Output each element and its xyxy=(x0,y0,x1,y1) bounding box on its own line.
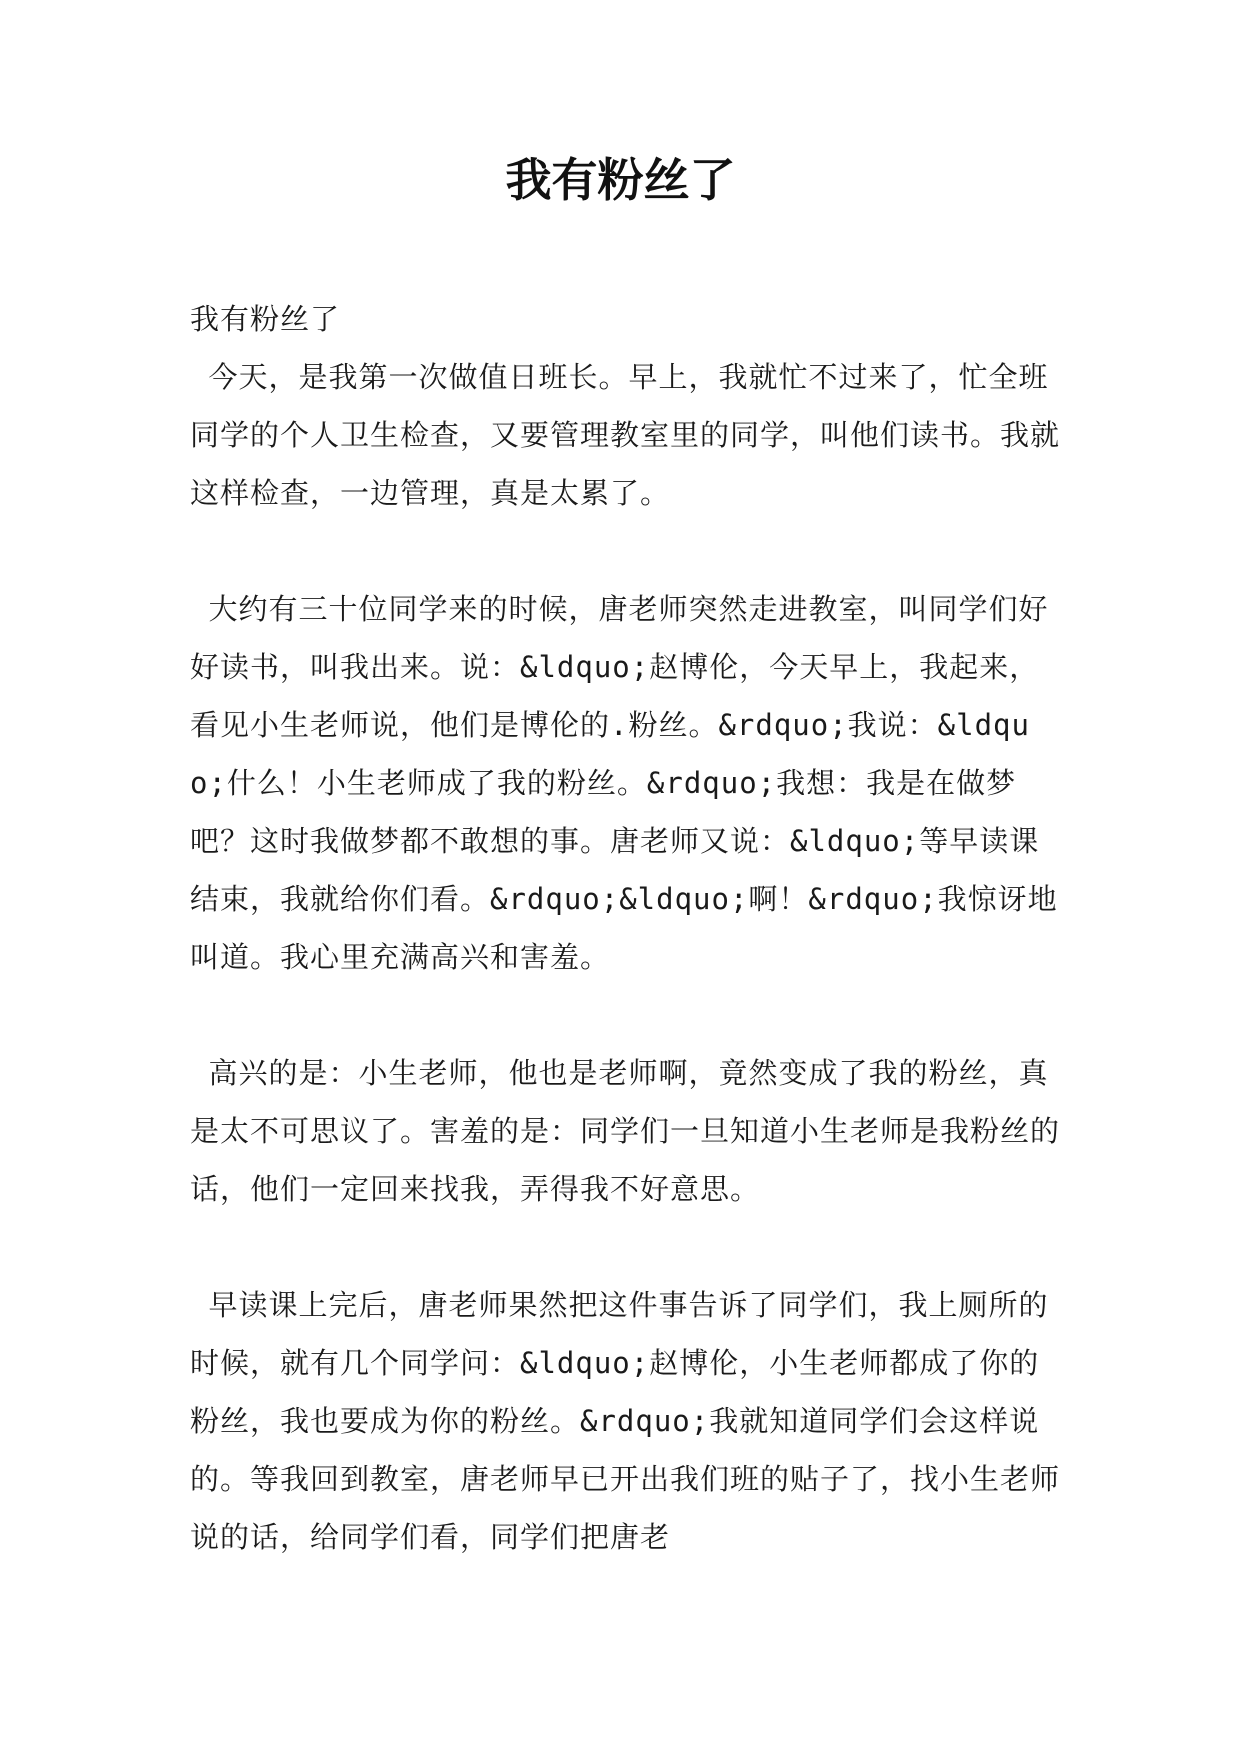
paragraph-3: 高兴的是：小生老师，他也是老师啊，竟然变成了我的粉丝，真是太不可思议了。害羞的是：同学们一旦知道小生老师是我粉丝的话，他们一定回来找我，弄得我不好意思。 xyxy=(190,1056,1061,1206)
paragraph-2: 大约有三十位同学来的时候，唐老师突然走进教室，叫同学们好好读书，叫我出来。说：&ldquo;赵博伦，今天早上，我起来，看见小生老师说，他们是博伦的.粉丝。&rdquo;我说：&ldquo;什么！小生老师成了我的粉丝。&rdquo;我想：我是在做梦吧？这时我做梦都不敢想的事。唐老师又说：&ldquo;等早读课结束，我就给你们看。&rdquo;&ldquo;啊！&rdquo;我惊讶地叫道。我心里充满高兴和害羞。 xyxy=(190,592,1058,974)
body-heading-line: 我有粉丝了 xyxy=(190,302,341,336)
document-title: 我有粉丝了 xyxy=(505,153,736,207)
paragraph-4: 早读课上完后，唐老师果然把这件事告诉了同学们，我上厕所的时候，就有几个同学问：&ldquo;赵博伦，小生老师都成了你的粉丝，我也要成为你的粉丝。&rdquo;我就知道同学们会这样说的。等我回到教室，唐老师早已开出我们班的贴子了，找小生老师说的话，给同学们看，同学们把唐老 xyxy=(190,1288,1061,1554)
paragraph-1: 今天，是我第一次做值日班长。早上，我就忙不过来了，忙全班同学的个人卫生检查，又要管理教室里的同学，叫他们读书。我就这样检查，一边管理，真是太累了。 xyxy=(190,360,1061,510)
document-body xyxy=(190,290,1060,1566)
